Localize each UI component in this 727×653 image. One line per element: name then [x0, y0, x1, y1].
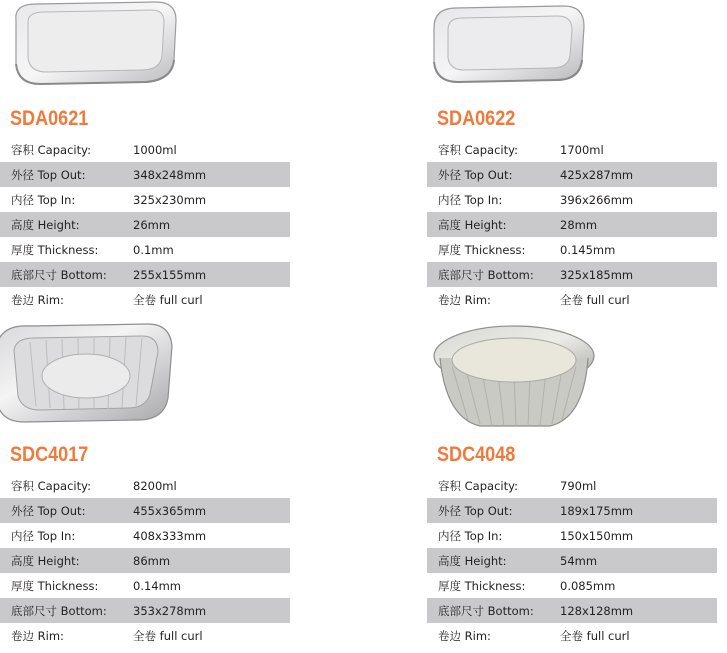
spec-value: 1000ml [133, 142, 177, 157]
spec-label: 卷边 Rim: [438, 628, 491, 643]
spec-row-top-in [0, 523, 290, 548]
spec-value: 8200ml [133, 478, 177, 493]
spec-value: 425x287mm [560, 167, 634, 182]
spec-row-top-in [427, 187, 717, 212]
spec-value: 0.085mm [560, 578, 616, 593]
spec-label: 底部尺寸 Bottom: [11, 603, 107, 618]
spec-value: 325x230mm [133, 192, 207, 207]
spec-label: 卷边 Rim: [438, 292, 491, 307]
spec-row-bottom [0, 598, 290, 623]
spec-row-rim [0, 623, 290, 648]
model-sdc4048: SDC4048 [437, 443, 516, 466]
spec-label: 容积 Capacity: [438, 142, 518, 157]
spec-row-capacity [427, 137, 717, 162]
spec-table-sdc4048 [427, 473, 717, 648]
rectangular-foil-tray-icon [428, 2, 590, 84]
spec-value: 86mm [133, 553, 171, 568]
spec-row-capacity [0, 473, 290, 498]
spec-label: 卷边 Rim: [11, 292, 64, 307]
oval-foil-bowl-icon [428, 322, 600, 434]
spec-value: 全卷 full curl [560, 292, 630, 307]
rectangular-foil-tray-icon [6, 0, 182, 86]
spec-value: 全卷 full curl [133, 628, 203, 643]
spec-value: 28mm [560, 217, 598, 232]
spec-value: 455x365mm [133, 503, 207, 518]
spec-value: 全卷 full curl [133, 292, 203, 307]
spec-table-sda0621 [0, 137, 290, 312]
spec-label: 内径 Top In: [438, 192, 503, 207]
deep-foil-container-icon [0, 318, 176, 424]
spec-row-thickness [0, 237, 290, 262]
spec-row-height [0, 548, 290, 573]
product-image-sda0622 [428, 2, 590, 84]
spec-row-bottom [427, 598, 717, 623]
spec-value: 790ml [560, 478, 597, 493]
spec-value: 0.14mm [133, 578, 182, 593]
spec-row-height [0, 212, 290, 237]
spec-value: 348x248mm [133, 167, 207, 182]
spec-label: 外径 Top Out: [11, 167, 86, 182]
spec-label: 底部尺寸 Bottom: [438, 267, 534, 282]
spec-row-rim [427, 287, 717, 312]
spec-label: 外径 Top Out: [11, 503, 86, 518]
spec-value: 189x175mm [560, 503, 634, 518]
spec-row-capacity [427, 473, 717, 498]
spec-row-rim [0, 287, 290, 312]
model-sda0621: SDA0621 [10, 107, 89, 130]
spec-row-bottom [427, 262, 717, 287]
spec-label: 容积 Capacity: [438, 478, 518, 493]
spec-row-height [427, 212, 717, 237]
spec-value: 408x333mm [133, 528, 207, 543]
product-image-sdc4048 [428, 322, 600, 434]
spec-label: 内径 Top In: [11, 528, 76, 543]
spec-table-sdc4017 [0, 473, 290, 648]
spec-label: 高度 Height: [11, 553, 80, 568]
spec-label: 厚度 Thickness: [11, 242, 99, 257]
spec-label: 厚度 Thickness: [11, 578, 99, 593]
model-sdc4017: SDC4017 [10, 443, 89, 466]
spec-label: 高度 Height: [438, 553, 507, 568]
spec-row-thickness [0, 573, 290, 598]
spec-label: 厚度 Thickness: [438, 578, 526, 593]
spec-value: 全卷 full curl [560, 628, 630, 643]
spec-row-capacity [0, 137, 290, 162]
spec-label: 高度 Height: [11, 217, 80, 232]
spec-row-bottom [0, 262, 290, 287]
spec-table-sda0622 [427, 137, 717, 312]
spec-label: 卷边 Rim: [11, 628, 64, 643]
spec-value: 353x278mm [133, 603, 207, 618]
product-image-sdc4017 [0, 318, 176, 424]
spec-value: 255x155mm [133, 267, 207, 282]
spec-value: 150x150mm [560, 528, 634, 543]
spec-row-top-out [427, 162, 717, 187]
product-image-sda0621 [6, 0, 182, 86]
spec-label: 外径 Top Out: [438, 503, 513, 518]
spec-row-top-out [427, 498, 717, 523]
spec-row-height [427, 548, 717, 573]
spec-row-top-out [0, 498, 290, 523]
spec-label: 容积 Capacity: [11, 142, 91, 157]
spec-row-rim [427, 623, 717, 648]
spec-label: 内径 Top In: [438, 528, 503, 543]
spec-value: 0.1mm [133, 242, 174, 257]
spec-label: 内径 Top In: [11, 192, 76, 207]
spec-value: 128x128mm [560, 603, 634, 618]
spec-value: 1700ml [560, 142, 604, 157]
spec-value: 26mm [133, 217, 171, 232]
spec-label: 容积 Capacity: [11, 478, 91, 493]
spec-value: 396x266mm [560, 192, 634, 207]
spec-row-top-out [0, 162, 290, 187]
spec-label: 外径 Top Out: [438, 167, 513, 182]
spec-label: 底部尺寸 Bottom: [438, 603, 534, 618]
model-sda0622: SDA0622 [437, 107, 516, 130]
spec-value: 0.145mm [560, 242, 616, 257]
spec-row-thickness [427, 573, 717, 598]
spec-value: 54mm [560, 553, 598, 568]
spec-label: 高度 Height: [438, 217, 507, 232]
spec-value: 325x185mm [560, 267, 634, 282]
spec-label: 底部尺寸 Bottom: [11, 267, 107, 282]
spec-row-top-in [0, 187, 290, 212]
spec-row-thickness [427, 237, 717, 262]
spec-label: 厚度 Thickness: [438, 242, 526, 257]
spec-row-top-in [427, 523, 717, 548]
